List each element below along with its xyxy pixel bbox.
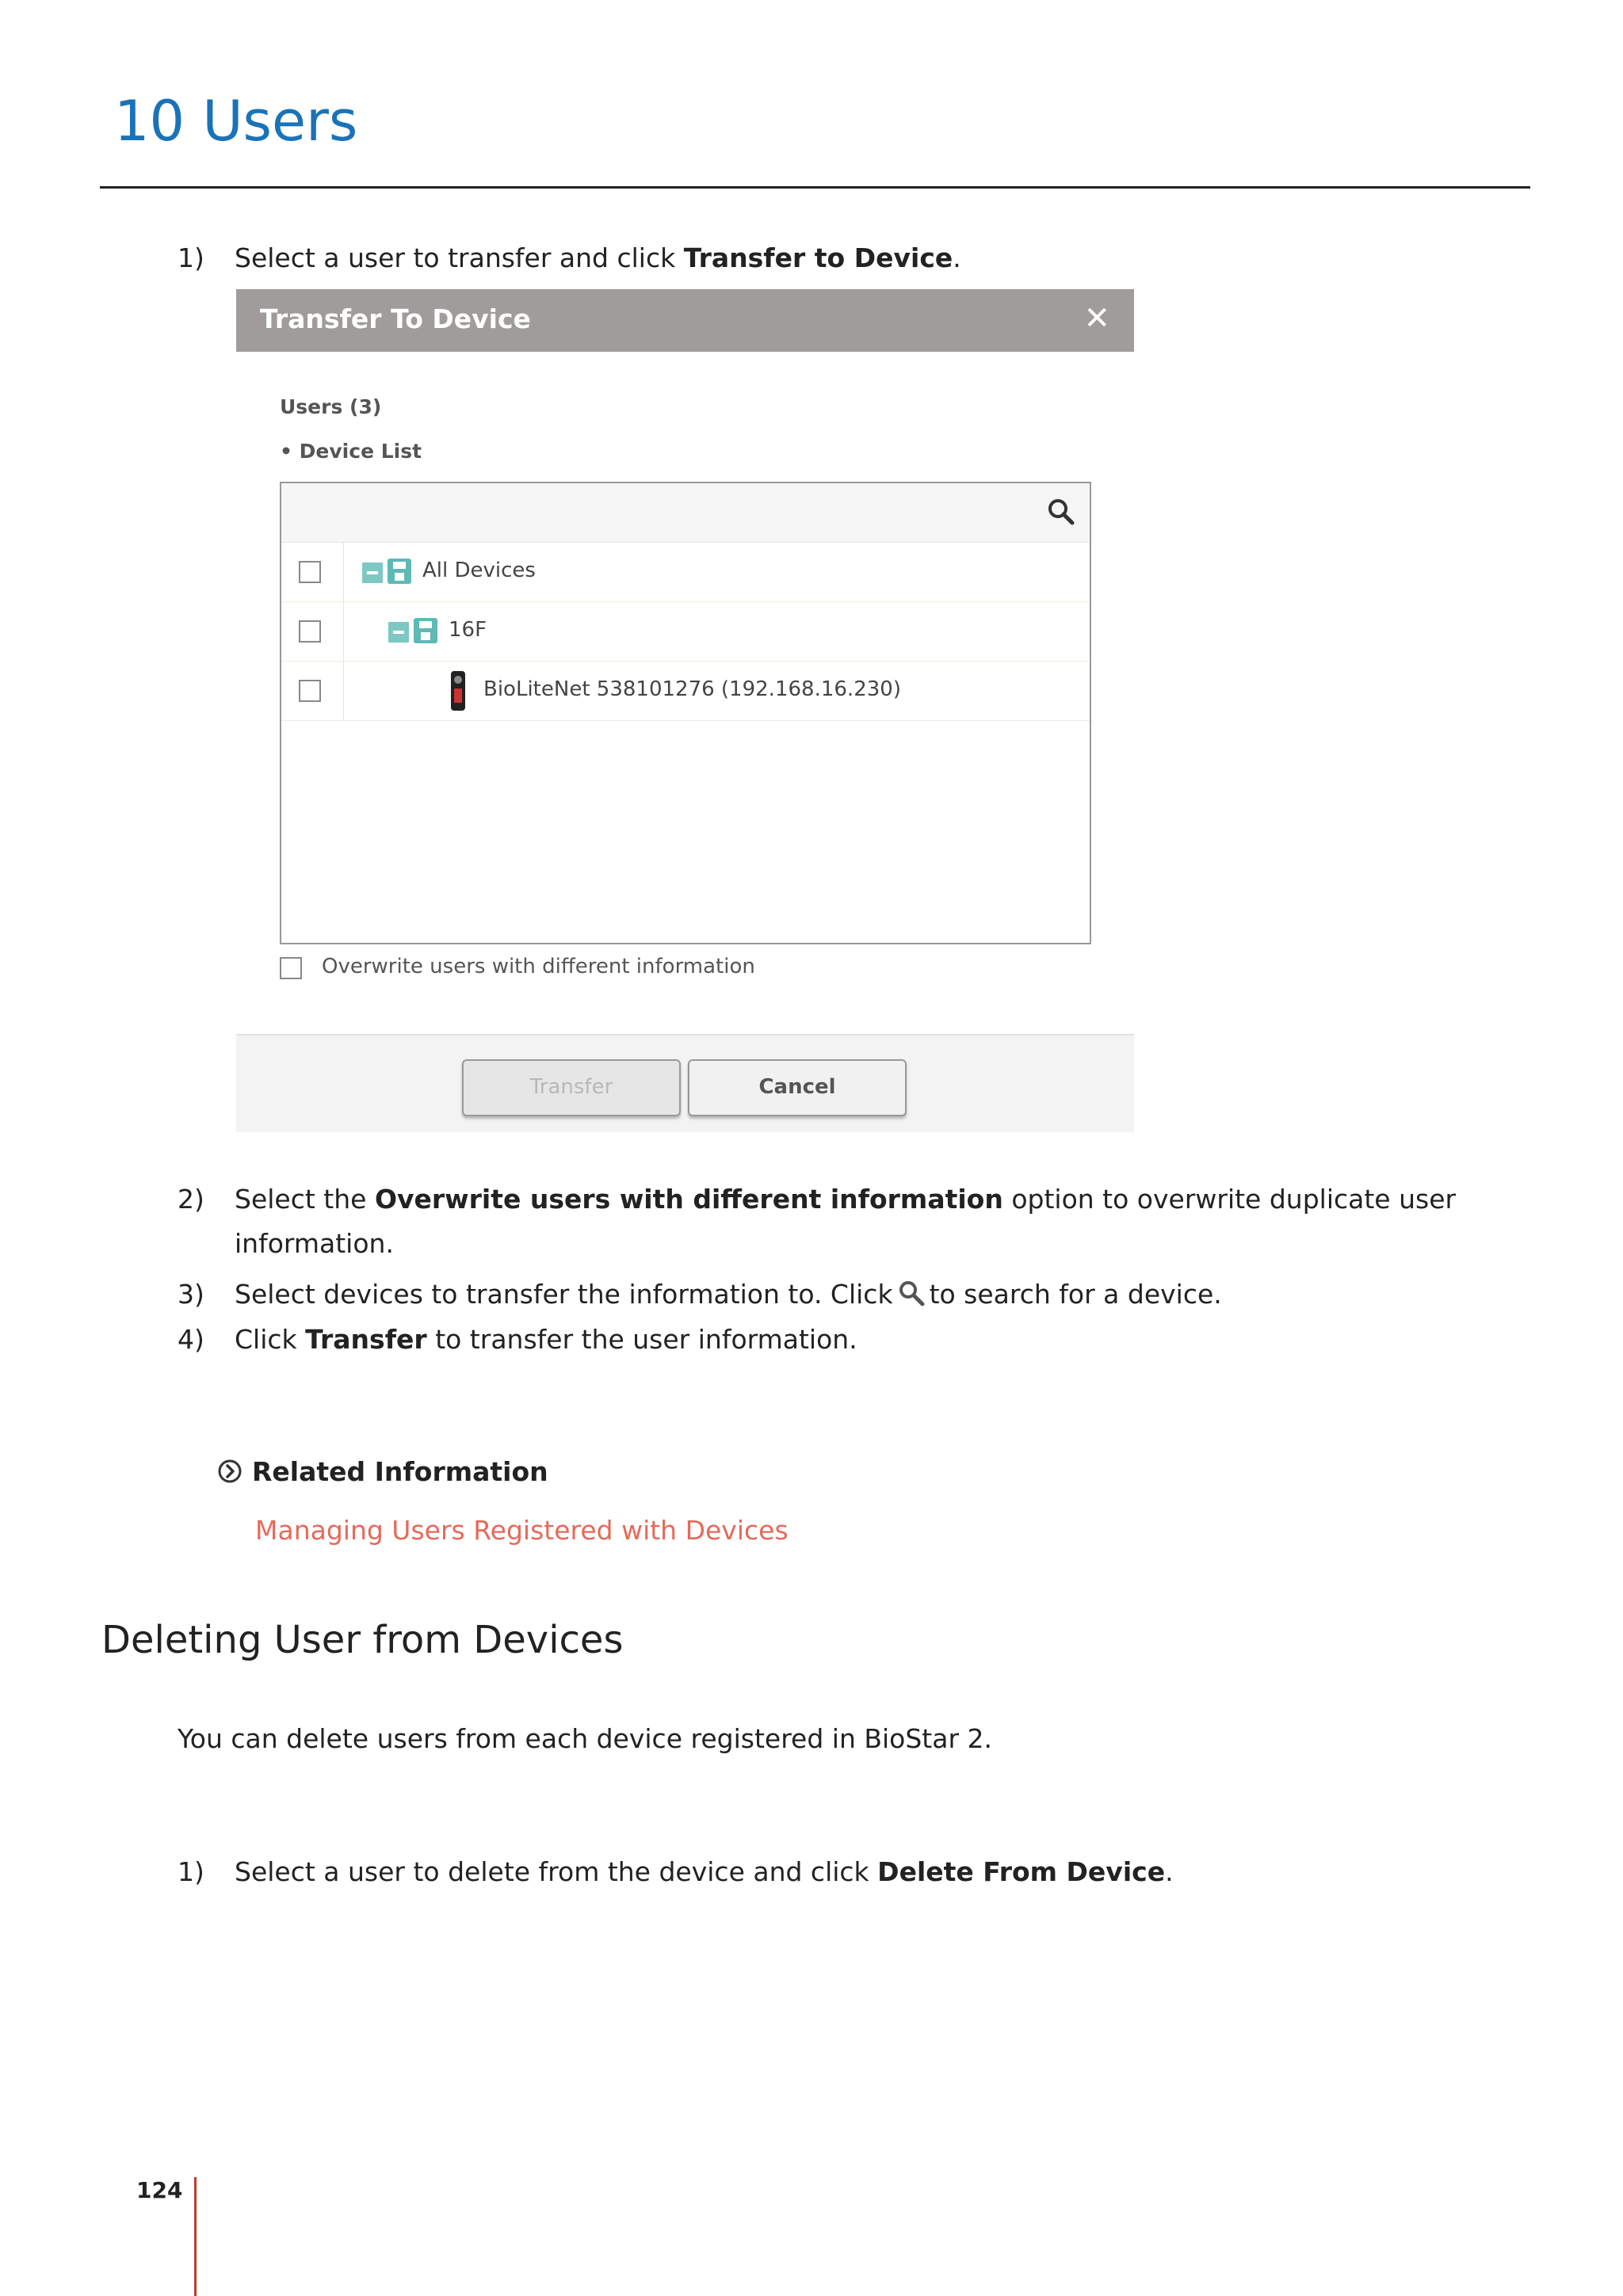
chapter-title: 10 Users xyxy=(114,89,358,154)
arrow-circle-icon xyxy=(217,1459,242,1484)
step-text: Select the Overwrite users with different information option to overwrite duplicate user xyxy=(235,1184,1457,1215)
step-text: Select a user to transfer and click Transfer to Device. xyxy=(235,242,961,273)
step-text: Select a user to delete from the device and click Delete From Device. xyxy=(235,1856,1174,1887)
device-label: All Devices xyxy=(422,559,536,582)
device-row-biolitenet[interactable] xyxy=(281,662,1090,721)
device-group-icon xyxy=(414,618,437,643)
overwrite-checkbox[interactable] xyxy=(280,957,302,979)
device-checkbox[interactable] xyxy=(299,620,321,643)
dialog-title: Transfer To Device xyxy=(260,303,531,334)
step-number: 1) xyxy=(178,1856,204,1887)
collapse-icon[interactable] xyxy=(388,622,409,643)
close-icon[interactable]: ✕ xyxy=(1083,300,1110,337)
step-text: Select devices to transfer the information to. Click to search for a device. xyxy=(235,1279,1222,1310)
overwrite-label: Overwrite users with different information xyxy=(322,955,755,978)
device-row-16f[interactable] xyxy=(281,602,1090,662)
page-number: 124 xyxy=(136,2177,183,2203)
checkbox-cell xyxy=(281,662,344,720)
dialog-header xyxy=(236,289,1134,352)
device-label: BioLiteNet 538101276 (192.168.16.230) xyxy=(483,677,901,701)
device-row-all-devices[interactable] xyxy=(281,543,1090,602)
section-paragraph: You can delete users from each device registered in BioStar 2. xyxy=(178,1723,992,1754)
device-list-label: • Device List xyxy=(280,440,422,463)
search-icon xyxy=(898,1280,925,1306)
device-reader-icon xyxy=(451,671,465,711)
step-text: Click Transfer to transfer the user information. xyxy=(235,1324,857,1355)
step-number: 2) xyxy=(178,1184,204,1215)
section-title: Deleting User from Devices xyxy=(101,1618,624,1662)
collapse-icon[interactable] xyxy=(362,563,383,583)
device-group-icon xyxy=(388,559,411,584)
device-checkbox[interactable] xyxy=(299,561,321,583)
checkbox-cell xyxy=(281,543,344,601)
transfer-to-device-dialog xyxy=(236,289,1134,1131)
users-count-label: Users (3) xyxy=(280,395,382,418)
device-list-header xyxy=(281,483,1090,543)
step-text-continued: information. xyxy=(235,1228,394,1259)
page-footer-bar xyxy=(194,2177,197,2296)
checkbox-cell xyxy=(281,602,344,661)
step-number: 3) xyxy=(178,1279,204,1310)
related-information-title: Related Information xyxy=(252,1456,548,1487)
device-list-panel xyxy=(280,482,1091,944)
device-checkbox[interactable] xyxy=(299,680,321,702)
dialog-footer xyxy=(236,1034,1134,1132)
device-label: 16F xyxy=(449,618,487,642)
step-number: 4) xyxy=(178,1324,204,1355)
transfer-button[interactable]: Transfer xyxy=(462,1059,681,1116)
chapter-divider xyxy=(100,186,1530,189)
search-icon[interactable] xyxy=(1047,498,1075,526)
cancel-button[interactable]: Cancel xyxy=(688,1059,907,1116)
related-link[interactable]: Managing Users Registered with Devices xyxy=(255,1515,789,1546)
step-number: 1) xyxy=(178,242,204,273)
